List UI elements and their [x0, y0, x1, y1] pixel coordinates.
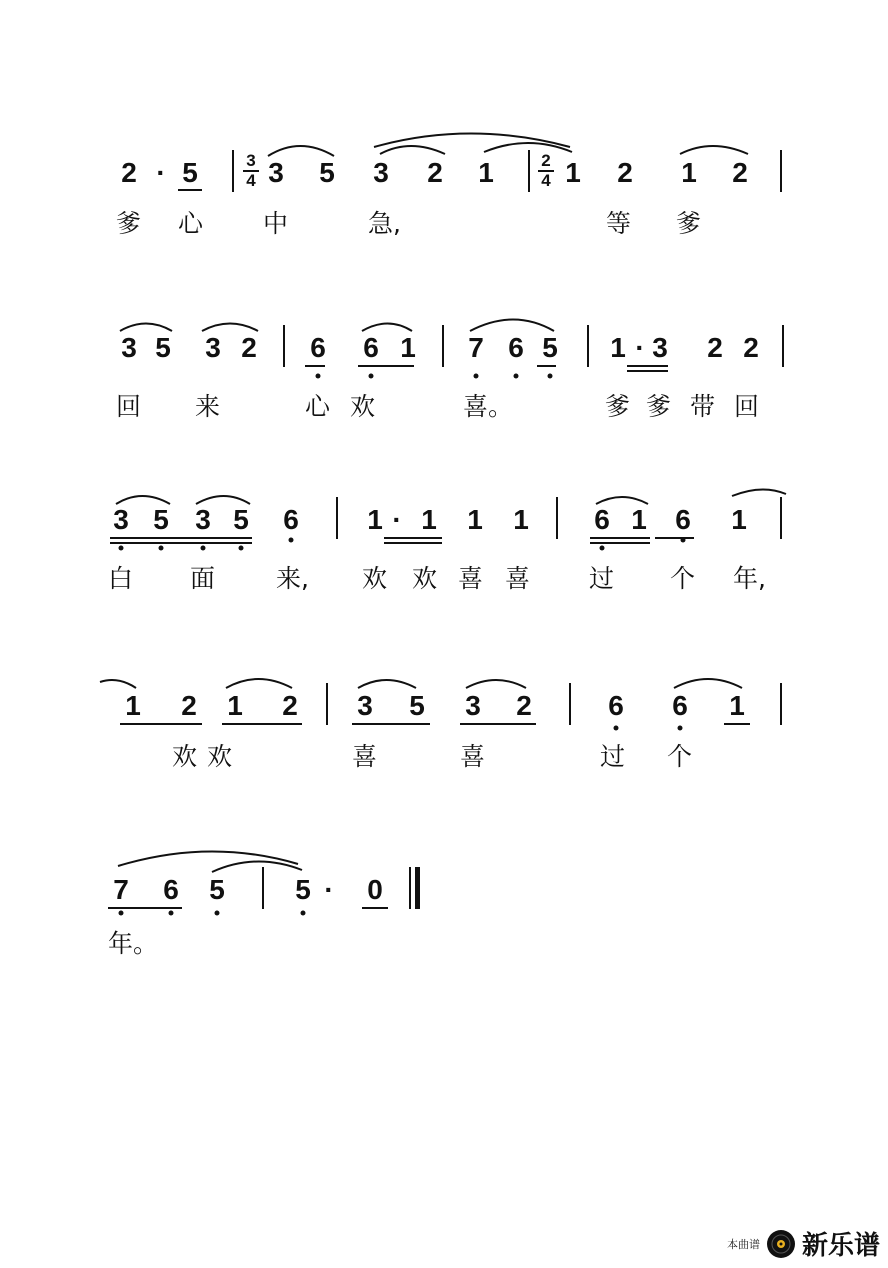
lyric: 中 [263, 209, 289, 238]
bar-line [556, 497, 558, 539]
note: 3 [373, 157, 389, 188]
note: 6 [163, 874, 179, 905]
lyric: 面 [190, 564, 216, 593]
bar-line [569, 683, 571, 725]
note: 2 [241, 332, 257, 363]
bar-line [587, 325, 589, 367]
note: 2 [617, 157, 633, 188]
note: 1 [729, 690, 745, 721]
note: 1 [400, 332, 416, 363]
lyric: 爹 [676, 209, 702, 238]
lyric: 个 [667, 742, 693, 771]
bar-line [336, 497, 338, 539]
note: 6 [363, 332, 379, 363]
slurs-system-2 [120, 320, 554, 332]
lyric: 过 [589, 564, 615, 593]
note: 1 [610, 332, 626, 363]
time-signature-bottom: 4 [541, 171, 551, 190]
lyric: 欢 [412, 564, 438, 593]
lyric: 欢 [350, 392, 376, 421]
note: 2 [707, 332, 723, 363]
note: 3 [113, 504, 129, 535]
time-signature-top: 3 [246, 151, 256, 170]
note-dot: · [392, 504, 402, 535]
note: 1 [565, 157, 581, 188]
footer-watermark [727, 1225, 880, 1262]
note: 3 [205, 332, 221, 363]
note: 1 [681, 157, 697, 188]
dots-system-2 [316, 374, 553, 379]
time-signature-bottom: 4 [246, 171, 256, 190]
note: 5 [542, 332, 558, 363]
note: 6 [594, 504, 610, 535]
note: 1 [478, 157, 494, 188]
lyric: 急, [368, 209, 401, 238]
note: 3 [121, 332, 137, 363]
lyric: 年, [733, 564, 766, 593]
note: 2 [516, 690, 532, 721]
note: 2 [121, 157, 137, 188]
final-bar-thick [415, 867, 420, 909]
note: 5 [153, 504, 169, 535]
note: 3 [268, 157, 284, 188]
lyric: 爹 [116, 209, 142, 238]
lyric: 爹 [605, 392, 631, 421]
time-signature-3-4 [243, 153, 259, 189]
note-dot: · [156, 157, 166, 188]
note: 5 [233, 504, 249, 535]
lyric: 心 [178, 209, 204, 238]
bar-line [262, 867, 264, 909]
note: 2 [732, 157, 748, 188]
lyric: 来 [195, 392, 221, 421]
lyric: 欢 [207, 742, 233, 771]
note: 6 [310, 332, 326, 363]
note-dot: · [324, 874, 334, 905]
note: 3 [195, 504, 211, 535]
dots-system-4 [614, 726, 683, 731]
lyric: 年。 [108, 929, 159, 958]
bar-line [232, 150, 234, 192]
bar-line [528, 150, 530, 192]
dots-system-5 [119, 911, 306, 916]
underlines-system-2 [305, 366, 668, 371]
note: 7 [468, 332, 484, 363]
lyric: 心 [305, 392, 331, 421]
time-signature-top: 2 [541, 151, 551, 170]
note: 6 [508, 332, 524, 363]
note: 2 [743, 332, 759, 363]
note: 2 [427, 157, 443, 188]
note: 5 [295, 874, 311, 905]
note: 2 [181, 690, 197, 721]
lyric: 带 [690, 392, 716, 421]
lyric: 喜 [352, 742, 378, 771]
logo-text: 新乐谱 [801, 1231, 880, 1261]
slurs-system-1 [268, 134, 748, 157]
note: 5 [155, 332, 171, 363]
lyric: 喜 [460, 742, 486, 771]
note: 6 [675, 504, 691, 535]
note-dot: · [635, 332, 645, 363]
time-signature-2-4 [538, 153, 554, 189]
note: 1 [467, 504, 483, 535]
slurs-system-4 [100, 679, 742, 688]
note: 6 [672, 690, 688, 721]
lyric: 爹 [646, 392, 672, 421]
lyric: 个 [670, 564, 696, 593]
note: 1 [731, 504, 747, 535]
lyric: 等 [606, 209, 632, 238]
lyric: 过 [600, 742, 626, 771]
lyric: 回 [116, 392, 142, 421]
bar-line [283, 325, 285, 367]
note: 7 [113, 874, 129, 905]
note: 5 [209, 874, 225, 905]
lyric: 喜 [458, 564, 484, 593]
note: 5 [319, 157, 335, 188]
slurs-system-5 [118, 851, 302, 872]
note: 1 [367, 504, 383, 535]
note: 3 [465, 690, 481, 721]
note: 6 [283, 504, 299, 535]
final-bar-thin [409, 867, 411, 909]
bar-line [780, 683, 782, 725]
bar-line [442, 325, 444, 367]
note: 3 [652, 332, 668, 363]
record-disc-icon [766, 1229, 796, 1259]
note: 5 [182, 157, 198, 188]
slurs-system-3 [116, 489, 786, 504]
bar-line [780, 150, 782, 192]
lyric: 来, [276, 564, 309, 593]
bar-line [326, 683, 328, 725]
note: 1 [227, 690, 243, 721]
underlines-system-3 [110, 538, 694, 543]
note: 0 [367, 874, 383, 905]
lyric: 欢 [362, 564, 388, 593]
bar-line [782, 325, 784, 367]
lyric: 喜。 [463, 392, 514, 421]
lyric: 喜 [505, 564, 531, 593]
note: 1 [513, 504, 529, 535]
lyric: 欢 [172, 742, 198, 771]
note: 5 [409, 690, 425, 721]
note: 6 [608, 690, 624, 721]
lyric: 回 [734, 392, 760, 421]
note: 1 [421, 504, 437, 535]
note: 1 [125, 690, 141, 721]
lyric: 白 [108, 564, 134, 593]
note: 3 [357, 690, 373, 721]
footer-prefix: 本曲谱 [726, 1237, 760, 1251]
dots-system-3 [119, 538, 686, 551]
note: 2 [282, 690, 298, 721]
note: 1 [631, 504, 647, 535]
bar-line [780, 497, 782, 539]
